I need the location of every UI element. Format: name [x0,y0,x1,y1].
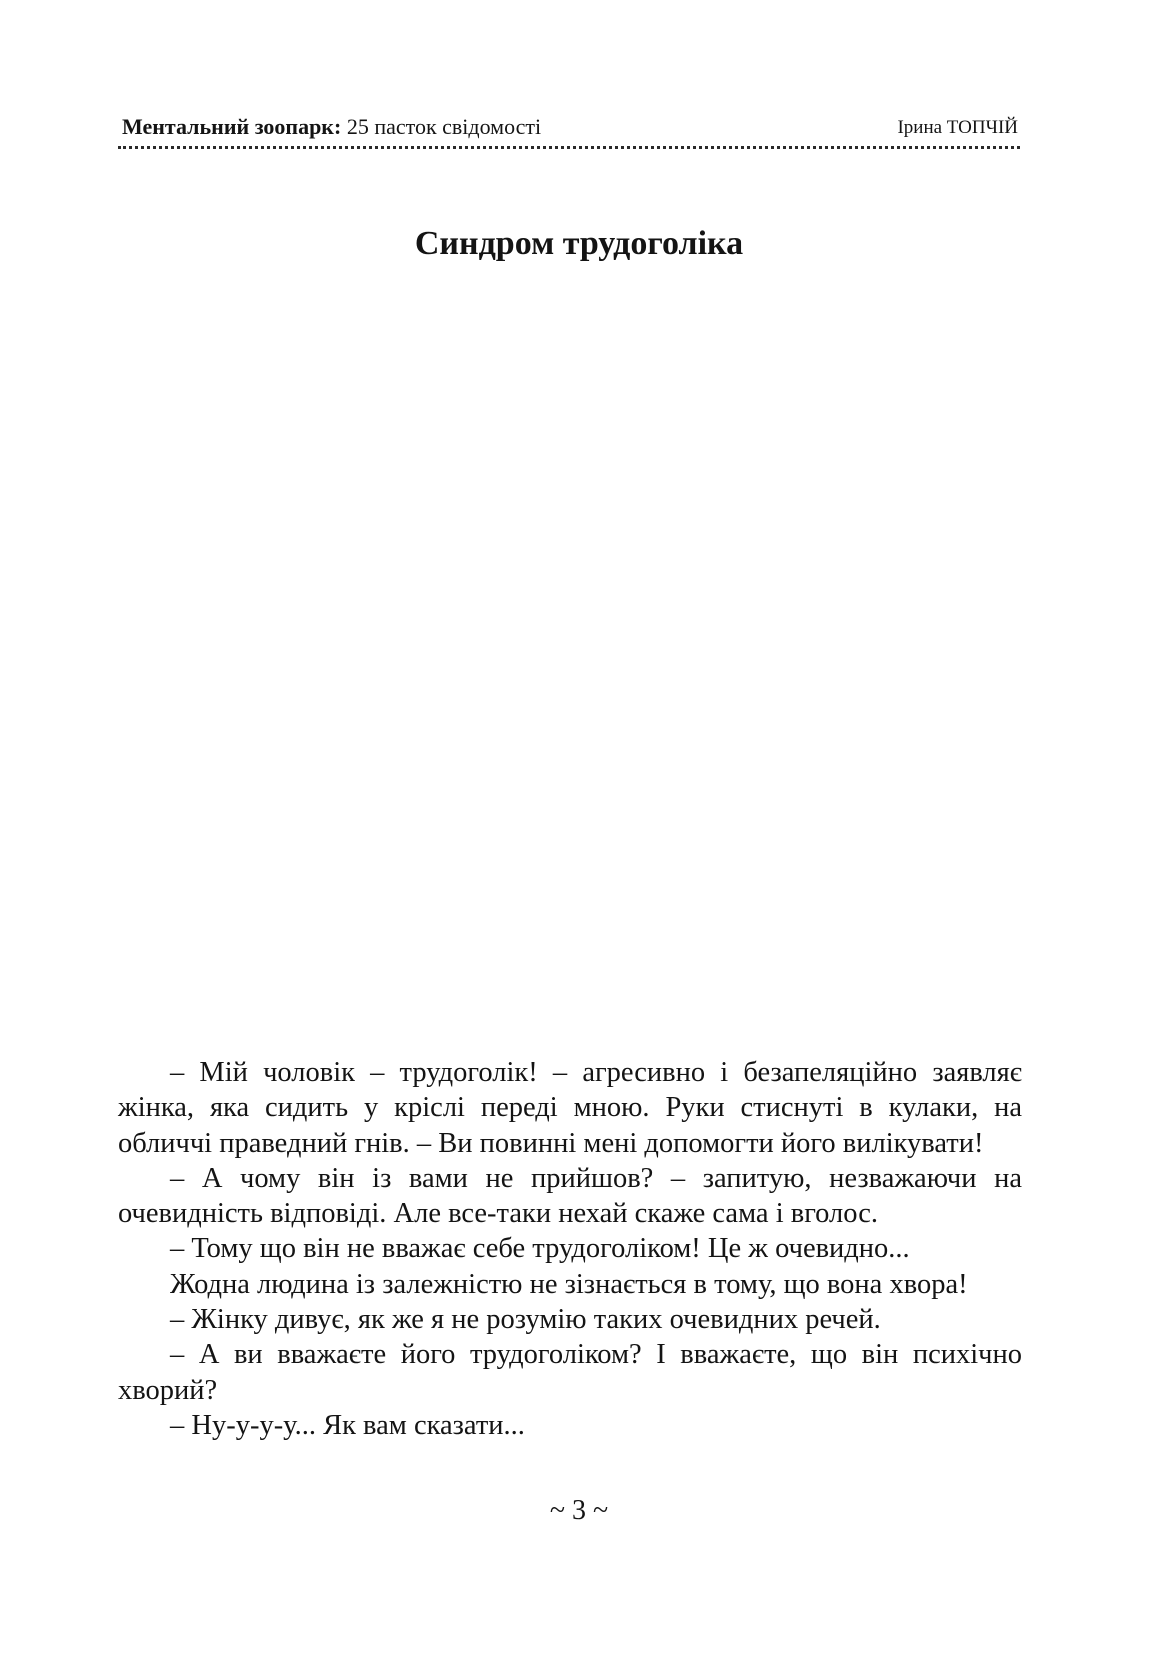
paragraph: – Тому що він не вважає себе трудоголіком! Це ж очевидно... [170,1233,910,1265]
book-subtitle: 25 пасток свідомості [341,114,542,139]
header-book-title [122,114,541,140]
chapter-title: Синдром трудоголіка [414,225,744,262]
paragraph: Жодна людина із залежністю не зізнається в тому, що вона хвора! [170,1268,968,1300]
body-text [118,1055,1022,1443]
paragraph: – А ви вважаєте його трудоголіком? І вважаєте, що він психічно хворий? [118,1339,1022,1406]
page-number: ~ 3 ~ [549,1495,609,1526]
paragraph: – Мій чоловік – трудоголік! – агресивно і безапеляційно заявляє жінка, яка сидить у кріслі переді мною. Руки стиснуті в кулаки, на обличчі праведний гнів. – Ви повинні мені допомогти його вилікувати! [118,1057,1022,1159]
title-separator: : [334,114,342,139]
book-title: Ментальний зоопарк [122,114,334,139]
running-header [118,112,1020,149]
paragraph: – Жінку дивує, як же я не розумію таких очевидних речей. [170,1304,881,1336]
paragraph: – Ну-у-у-у... Як вам сказати... [170,1409,525,1441]
header-author: Ірина ТОПЧІЙ [897,117,1018,138]
paragraph: – А чому він із вами не прийшов? – запитую, незважаючи на очевидність відповіді. Але все-таки нехай скаже сама і вголос. [118,1162,1022,1230]
